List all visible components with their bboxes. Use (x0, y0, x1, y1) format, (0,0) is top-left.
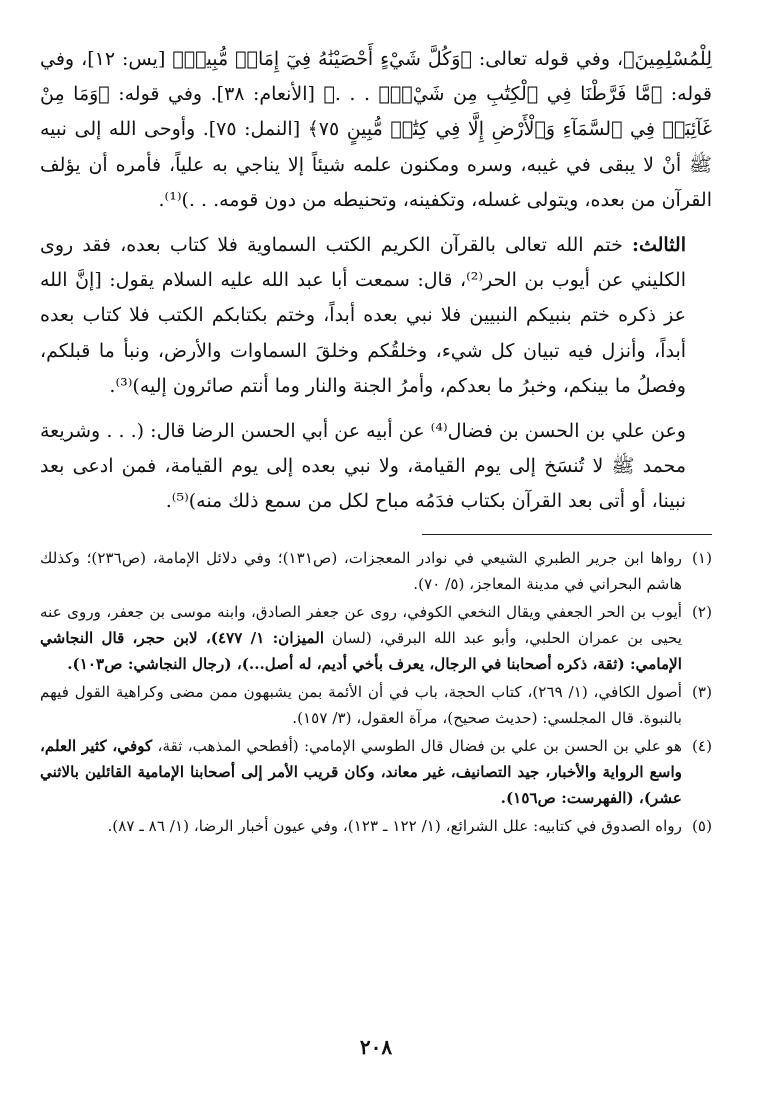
text-line: وفي قوله: ﴿مَّا فَرَّطْنَا فِي ٱلْكِتَٰبِ مِن شَيْءٖۚ . . .﴾ [الأنعام: ٣٨]. وفي قوله: ﴿وَمَا (40, 48, 713, 106)
text-line: (. . . وشريعة محمد ﷺ لا تُنسَخ إلى يوم القيامة، ولا نبي بعده إلى يوم (40, 420, 686, 478)
footnote-line: الميزان: ١/ ٤٧٧)، لابن حجر، قال النجاشي الإمامي: (ثقة، ذكره أصحابنا في (40, 628, 682, 673)
footnote-line: هو علي بن الحسن بن علي بن فضال قال الطوسي الإمامي: (أفطحي المذهب، ثقة، (157, 736, 682, 755)
text-line: والنار وما أنتم صائرون إليه)⁽³⁾. (109, 374, 347, 397)
footnote-line: الأمر إلى أصحابنا الإمامية القائلين بالاثني عشر)، (الفهرست: ص١٥٦). (40, 762, 682, 807)
footnote-number: (٣) (691, 682, 712, 701)
text-line: نبيه ﷺ أنْ لا يبقى في غيبه، وسره ومكنون علمه شيئاً إلا يناجي به علياً، (40, 118, 712, 176)
page-number: ٢٠٨ (359, 1035, 393, 1059)
footnotes (40, 545, 712, 839)
text-line: سمع ذلك منه)⁽⁵⁾. (165, 490, 302, 513)
footnote-5 (40, 813, 712, 839)
footnote-line: (١/ ٨٦ ـ ٨٧). (107, 816, 190, 835)
footnote-line: وكراهية القول فيهم بالنبوة. قال المجلسي: (حديث صحيح)، مرآة العقول، (٣/ ١٥٧). (40, 682, 682, 727)
footnote-1 (40, 545, 712, 597)
footnote-line: رواه الصدوق في كتابيه: علل الشرائع، (١/ ١٢٢ ـ ١٢٣)، وفي عيون أخبار الرضا، (193, 816, 682, 835)
text-line: فأمره أن يؤلف القرآن من بعده، ويتولى غسله، وتكفينه، وتحنيطه من دون (40, 153, 712, 211)
footnote-number: (٤) (691, 736, 712, 755)
text-line: لِلْمُسْلِمِينَ﴾، وفي قوله تعالى: ﴿وَكُلَّ شَيْءٍ أَحْصَيْنَٰهُ فِيٓ إِمَامٖ مُّبِينٖ﴾ [يس: ١٢]، (81, 48, 712, 70)
footnote-line: أيوب بن الحر الجعفي ويقال النخعي الكوفي، روى عن جعفر الصادق، وابنه (217, 602, 683, 621)
footnote-4 (40, 733, 712, 811)
footnote-line: الإمامة، (ص٢٣٦)؛ وكذلك هاشم البحراني في مدينة المعاجز، (٥/ ٧٠). (40, 548, 682, 593)
text-line: وعن علي بن الحسن بن فضال⁽⁴⁾ عن أبيه عن أبي الحسن الرضا قال: (150, 420, 686, 443)
footnote-2 (40, 599, 712, 677)
footnote-text (40, 679, 682, 731)
footnote-3 (40, 679, 712, 731)
footnote-line: موسى بن جعفر، وروى عنه يحيى بن عمران الحلبي، وأبو عبد الله البرقي، (لسان (40, 602, 682, 647)
footnote-line: رواها ابن جرير الطبري الشيعي في نوادر المعجزات، (ص١٣١)؛ وفي دلائل (206, 548, 683, 567)
text-line: القيامة، فمن ادعى بعد نبينا، أو أتى بعد القرآن بكتاب فدَمُه مباح لكل من (40, 455, 686, 513)
footnote-text (40, 813, 682, 839)
text-line: [إنَّ الله عز ذكره ختم بنبيكم النبيين فلا نبي بعده أبداً، وختم بكتابكم الكتب (40, 269, 686, 327)
main-text (40, 42, 712, 520)
footnote-text (40, 599, 682, 677)
text-line: مِنْ غَآئِبَةٖ فِي ٱلسَّمَآءِ وَٱلْأَرْضِ إِلَّا فِي كِتَٰبٖ مُّبِينٍ ٧٥﴾ [النمل: ٧٥]. وأوحى الله إلى (40, 83, 712, 141)
text-line: ختم الله تعالى بالقرآن الكريم الكتب السماوية فلا كتاب بعده، (120, 234, 632, 257)
footnote-line: أصول الكافي، (١/ ٢٦٩)، كتاب الحجة، باب في أن الأئمة بمن يشبهون ممن مضى (169, 682, 683, 701)
book-page (40, 42, 712, 1092)
footnote-text (40, 545, 682, 597)
footnote-line: كوفي، كثير العلم، واسع الرواية والأخبار، جيد التصانيف، غير معاند، وكان قريب (40, 736, 683, 781)
text-line: والأرض، ونبأ ما قبلكم، وفصلُ ما بينكم، وخبرُ ما بعدكم، وأمرُ الجنة (40, 339, 686, 397)
footnote-number: (٥) (691, 816, 712, 835)
text-line: فلا كتاب بعده أبداً، وأنزل فيه تبيان كل شيء، وخلقُكم وخلقَ السماوات (40, 304, 687, 362)
footnote-text (40, 733, 682, 811)
section-label: الثالث: (631, 234, 687, 257)
text-line: فقد روى الكليني عن أيوب بن الحر⁽²⁾، قال: سمعت أبا عبد الله عليه السلام يقول: (40, 234, 686, 292)
footnote-number: (١) (691, 548, 712, 567)
paragraph-1 (40, 42, 712, 218)
text-line: قومه. . .)⁽¹⁾. (158, 188, 259, 211)
paragraph-3 (40, 414, 712, 520)
footnote-line: الرجال، يعرف بأخي أديم، له أصل...)، (رجال النجاشي: ص١٠٣). (67, 654, 477, 673)
paragraph-2 (40, 228, 712, 404)
footnote-divider (422, 534, 712, 535)
footnote-number: (٢) (691, 602, 712, 621)
